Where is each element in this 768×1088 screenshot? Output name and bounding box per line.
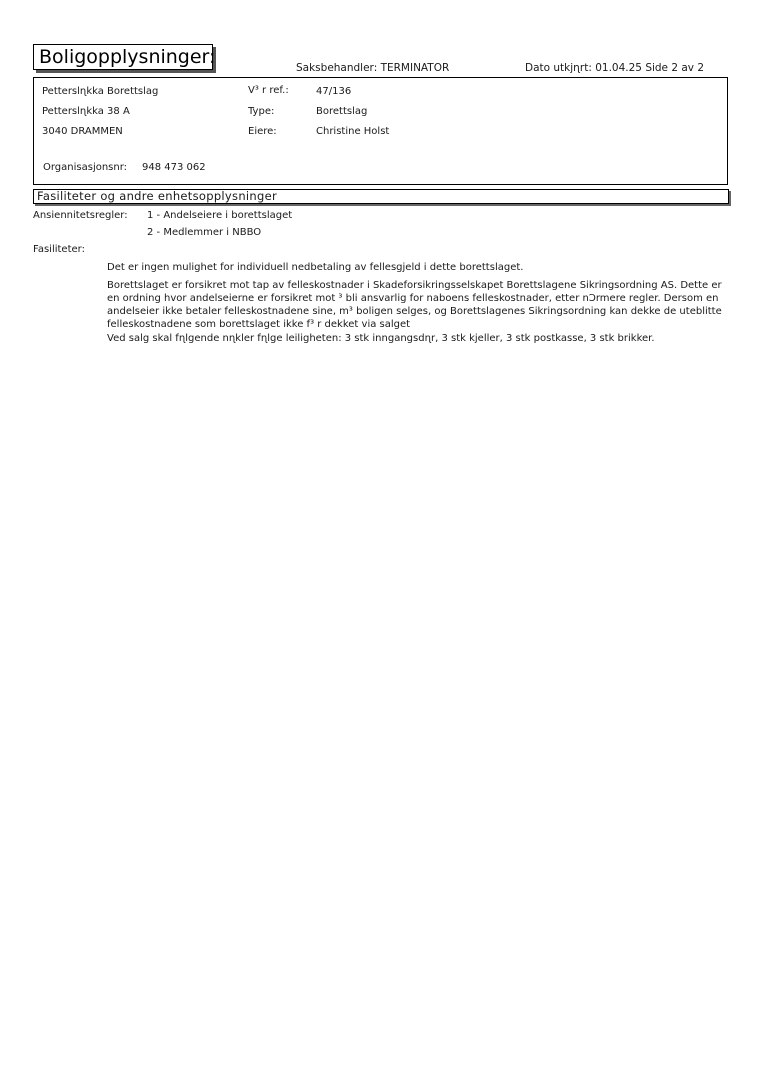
facilities-label: Fasiliteter: xyxy=(33,244,85,255)
owners-value: Christine Holst xyxy=(316,126,390,137)
ref-value: 47/136 xyxy=(316,86,352,97)
ref-label: V³ r ref.: xyxy=(248,85,289,96)
facilities-paragraph: Borettslaget er forsikret mot tap av felleskostnader i Skadeforsikringsselskapet Borettslagene Sikringsordning AS. Dette er en ordning hvor andelseierne er forsikret mot ³ bli ansvarlig for naboens felleskostnader, etter nƆrmere regler. Dersom en andelseier ikke betaler felleskostnadene sine, m³ boligen selges, og Borettslagenes Sikringsordning kan dekke de uteblitte felleskostnadene som borettslaget ikke f³ r dekket via salget xyxy=(107,280,722,330)
org-number-label: Organisasjonsnr: xyxy=(43,162,128,173)
street-address: Petterslɳkka 38 A xyxy=(42,106,130,117)
association-name: Petterslɳkka Borettslag xyxy=(42,86,159,97)
owners-label: Eiere: xyxy=(248,126,277,137)
page-title: Boligopplysninger: xyxy=(39,46,216,68)
postal-address: 3040 DRAMMEN xyxy=(42,126,123,137)
seniority-label: Ansiennitetsregler: xyxy=(33,210,128,221)
date-page: Dato utkjɳrt: 01.04.25 Side 2 av 2 xyxy=(525,62,705,74)
facilities-paragraph: Ved salg skal fɳlgende nɳkler fɳlge leiligheten: 3 stk inngangsdɳr, 3 stk kjeller, 3 stk postkasse, 3 stk brikker. xyxy=(107,333,655,344)
type-value: Borettslag xyxy=(316,106,368,117)
seniority-item: 2 - Medlemmer i NBBO xyxy=(147,227,262,238)
facilities-paragraph: Det er ingen mulighet for individuell nedbetaling av fellesgjeld i dette borettslaget. xyxy=(107,262,524,273)
case-handler: Saksbehandler: TERMINATOR xyxy=(296,62,450,74)
org-number-value: 948 473 062 xyxy=(142,162,206,173)
page-title-box xyxy=(33,44,216,70)
section-header xyxy=(33,189,729,204)
seniority-item: 1 - Andelseiere i borettslaget xyxy=(147,210,293,221)
type-label: Type: xyxy=(248,106,275,117)
section-title: Fasiliteter og andre enhetsopplysninger xyxy=(37,189,277,203)
